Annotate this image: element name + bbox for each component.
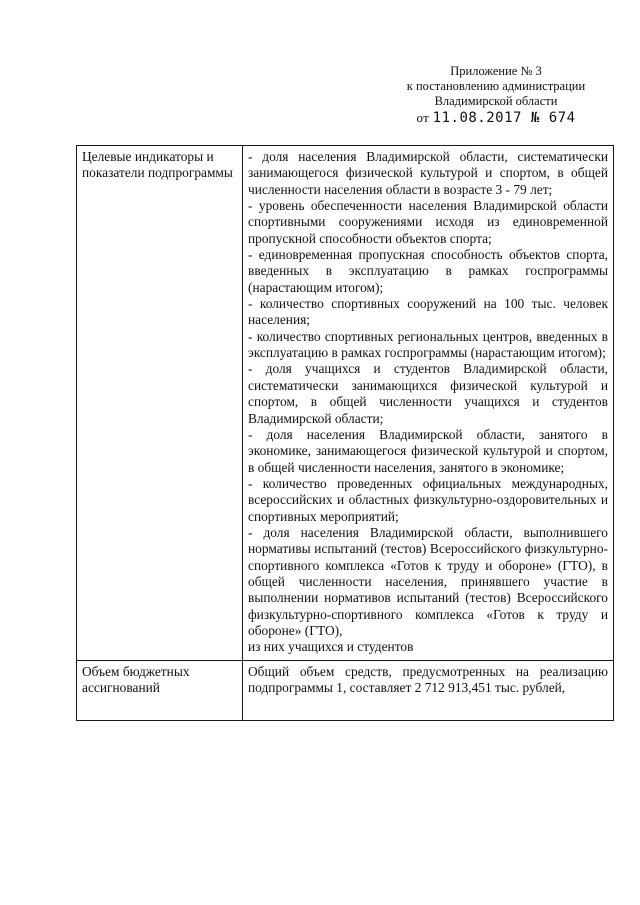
row-label-budget: Объем бюджетных ассигнований bbox=[77, 660, 243, 720]
date-prefix: от bbox=[416, 110, 430, 125]
appendix-title: Приложение № 3 bbox=[450, 64, 542, 78]
row-content-indicators bbox=[243, 146, 614, 661]
region-name: Владимирской области bbox=[434, 94, 558, 108]
resolution-date-line bbox=[372, 110, 620, 126]
table-row-budget bbox=[77, 660, 614, 720]
resolution-date-number: 11.08.2017 № 674 bbox=[432, 110, 576, 126]
indicator-item: - доля населения Владимирской области, систематически занимающегося физической культурой и спортом, в общей численности населения области в возрасте 3 - 79 лет; bbox=[248, 149, 608, 197]
indicator-item: - уровень обеспеченности населения Владимирской области спортивными сооружениями исходя из единовременной пропускной способности объектов спорта; bbox=[248, 198, 608, 246]
row-label-indicators: Целевые индикаторы и показатели подпрограммы bbox=[77, 146, 243, 661]
indicator-item: из них учащихся и студентов bbox=[248, 639, 414, 655]
indicator-item: - единовременная пропускная способность объектов спорта, введенных в эксплуатацию в рамках госпрограммы (нарастающим итогом); bbox=[248, 247, 608, 295]
table-row-indicators bbox=[77, 146, 614, 661]
resolution-reference: к постановлению администрации bbox=[406, 79, 586, 93]
indicator-item: - количество спортивных сооружений на 100 тыс. человек населения; bbox=[248, 296, 608, 328]
indicator-item: - доля учащихся и студентов Владимирской области, систематически занимающихся физической культурой и спортом, в общей численности учащихся и студентов Владимирской области; bbox=[248, 361, 608, 426]
subprogram-passport-table bbox=[76, 145, 614, 721]
indicator-item: - доля населения Владимирской области, выполнившего нормативы испытаний (тестов) Всероссийского физкультурно-спортивного комплекса «Готов к труду и обороне» (ГТО), в общей численности населения, принявшего участие в выполнении нормативов испытаний (тестов) Всероссийского физкультурно-спортивного комплекса «Готов к труду и обороне» (ГТО), bbox=[248, 524, 608, 638]
indicator-item: - количество спортивных региональных центров, введенных в эксплуатацию в рамках госпрограммы (нарастающим итогом); bbox=[248, 328, 608, 361]
document-header bbox=[372, 64, 620, 126]
indicator-item: - доля населения Владимирской области, занятого в экономике, занимающегося физической культурой и спортом, в общей численности населения, занятого в экономике; bbox=[248, 426, 608, 475]
row-content-budget: Общий объем средств, предусмотренных на реализацию подпрограммы 1, составляет 2 712 913,451 тыс. рублей, bbox=[243, 660, 614, 720]
indicator-item: - количество проведенных официальных международных, всероссийских и областных физкультурно-оздоровительных и спортивных мероприятий; bbox=[248, 475, 608, 524]
